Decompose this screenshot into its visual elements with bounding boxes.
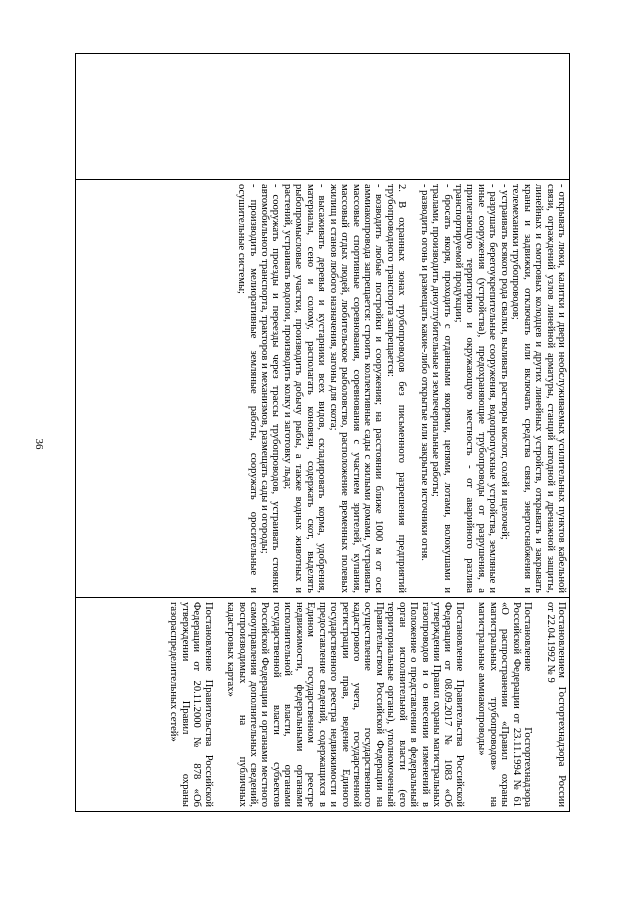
reference-item: Постановление Правительства Российской Федерации от 08.09.2017 № 1083 «Об утверждении Правил охраны магистральных газопроводов и о внесении изменений в Положение о представлении в федеральный орган исполнительной власти (его территориальные органы), уполномоченный Правительством Российской Федерации на осуществление государственного кадастрового учета, государственной регистрации прав, ведение Единого государственного реестра недвижимости и предоставление сведений, содержащихся в Едином государственном реестре недвижимости, федеральными органами исполнительной власти, органами государственной власти субъектов Российской Федерации и органами местного самоуправления дополнительных сведений, воспроизводимых на публичных кадастровых картах»	[225, 602, 465, 807]
table-row	[76, 54, 570, 812]
rotated-table-wrapper	[75, 53, 570, 811]
requirement-item: - открывать люки, калитки и двери необслуживаемых усилительных пунктов кабельной связи, ограждений узлов линейной арматуры, станций катодной и дренажной защиты, линейных и смотровых колодцев и других линейных устройств, открывать и закрывать краны и задвижки, отключать или включать средства связи, энергоснабжения и телемеханики трубопроводов;	[510, 184, 567, 593]
reference-item: Постановление Правительства Российской Федерации от 20.11.2000 № 878 «Об утверждении Правил охраны газораспределительных сетей»	[168, 602, 214, 807]
requirement-item: - производить мелиоративные земляные работы, сооружать оросительные и осушительные системы;	[236, 184, 259, 593]
page-number: 36	[33, 438, 45, 450]
requirement-item: - бросать якоря, проходить с отданными якорями, цепями, лотами, волокушами и тралами, производить дноуглубительные и землечерпальные работы;	[430, 184, 453, 593]
requirement-item: - устраивать всякого рода свалки, выливать растворы кислот, солей и щелочей;	[498, 184, 510, 540]
requirement-item: - возводить любые постройки и сооружения; на расстоянии ближе 1000 м от оси аммиакопровода запрещается: строить коллективные сады с жилыми домами, устраивать массовые спортивные соревнования, соревнования с участием зрителей, купания, массовый отдых людей, любительское рыболовство, расположение временных полевых жилищ и станов любого назначения, загоны для скота;	[327, 184, 385, 593]
requirement-item: - разрушать берегоукрепительные сооружения, водопропускные устройства, земляные и иные сооружения (устройства), предохраняющие трубопроводы от разрушения, а прилегающую территорию и окружающую местность - от аварийного разлива транспортируемой продукции;	[453, 184, 499, 593]
section2-heading: 2. В охранных зонах трубопроводов без письменного разрешения предприятий трубопроводного транспорта запрещается:	[384, 184, 408, 593]
regulations-table	[75, 53, 570, 812]
requirement-item: - разводить огонь и размещать какие-либо открытые или закрытые источники огня.	[418, 184, 430, 561]
requirements-cell	[76, 180, 570, 598]
reference-item: Постановление Госгортехнадзора Российской Федерации от 23.11.1994 № 61 «О распространении «Правил охраны магистральных трубопроводов» на магистральные аммиакопроводы»	[476, 602, 534, 807]
requirement-item: - сооружать проезды и переезды через трассы трубопроводов, устраивать стоянки автомобильного транспорта, тракторов и механизмов, размещать сады и огороды;	[259, 184, 282, 593]
empty-cell	[76, 54, 570, 180]
references-cell	[76, 598, 570, 812]
reference-item: Постановлением Госгортехнадзора России от 22.04.1992 № 9	[544, 602, 567, 807]
requirement-item: - высаживать деревья и кустарники всех видов, складировать корма, удобрения, материалы, сено и солому, располагать коновязи, содержать скот, выделять рыбопромысловые участки, производить добычу рыбы, а также водных животных и растений, устраивать водопои, производить колку и заготовку льда;	[281, 184, 328, 593]
